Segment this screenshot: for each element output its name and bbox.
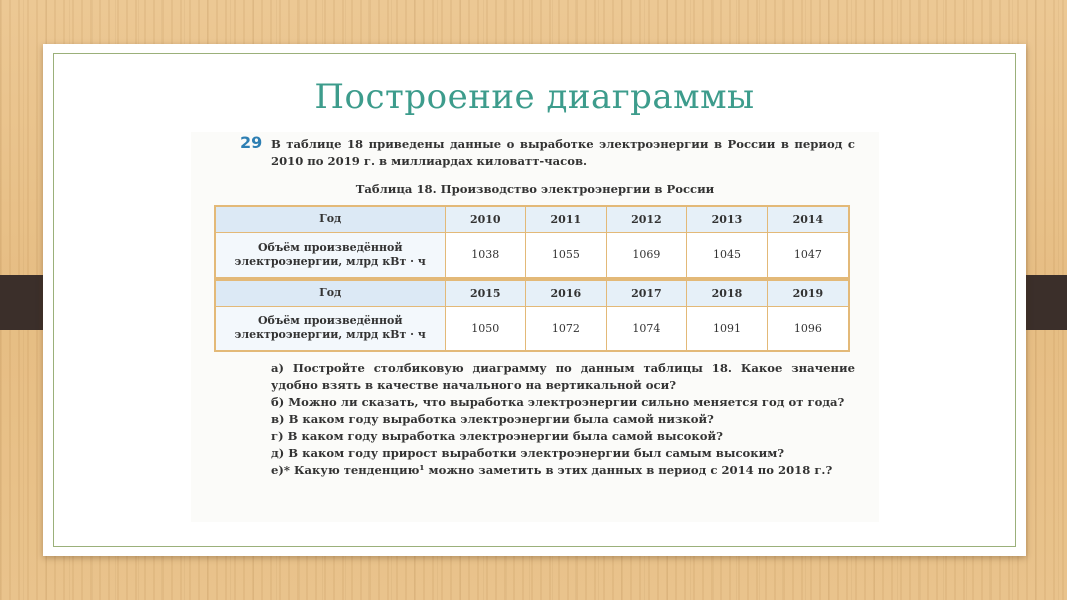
question-list [271,360,855,479]
year-label: Год [215,206,445,232]
value-cell: 1091 [687,306,768,351]
year-row-1 [215,206,849,232]
year-cell: 2011 [526,206,607,232]
value-cell: 1047 [767,232,849,277]
year-cell: 2012 [606,206,687,232]
value-cell: 1069 [606,232,687,277]
year-cell: 2017 [606,280,687,306]
task-intro: В таблице 18 приведены данные о выработке электроэнергии в России в период с 2010 по 2019 г. в миллиардах киловатт-часов. [271,137,855,168]
volume-label: Объём произведённой электроэнергии, млрд кВт · ч [215,306,445,351]
textbook-scan [191,132,879,522]
year-cell: 2013 [687,206,768,232]
volume-label: Объём произведённой электроэнергии, млрд кВт · ч [215,232,445,277]
year-cell: 2010 [445,206,526,232]
value-row-2 [215,306,849,351]
year-cell: 2019 [767,280,849,306]
year-cell: 2016 [526,280,607,306]
question-e: д) В каком году прирост выработки электроэнергии был самым высоким? [271,446,785,460]
year-row-2 [215,280,849,306]
value-cell: 1050 [445,306,526,351]
question-c: в) В каком году выработка электроэнергии была самой низкой? [271,412,714,426]
slide-title: Построение диаграммы [314,77,755,117]
slide-paper [43,44,1026,556]
electricity-table [214,205,850,352]
task-number: 29 [240,133,263,152]
year-cell: 2018 [687,280,768,306]
year-cell: 2014 [767,206,849,232]
value-cell: 1045 [687,232,768,277]
value-row-1 [215,232,849,277]
question-b: б) Можно ли сказать, что выработка электроэнергии сильно меняется год от года? [271,395,845,409]
question-a: а) Постройте столбиковую диаграмму по данным таблицы 18. Какое значение удобно взять в качестве начального на вертикальной оси? [271,361,855,392]
value-cell: 1096 [767,306,849,351]
year-cell: 2015 [445,280,526,306]
value-cell: 1055 [526,232,607,277]
question-f: е)* Какую тенденцию¹ можно заметить в этих данных в период с 2014 по 2018 г.? [271,463,833,477]
value-cell: 1072 [526,306,607,351]
question-d: г) В каком году выработка электроэнергии была самой высокой? [271,429,723,443]
value-cell: 1038 [445,232,526,277]
value-cell: 1074 [606,306,687,351]
table-caption: Таблица 18. Производство электроэнергии в России [355,182,715,196]
year-label: Год [215,280,445,306]
